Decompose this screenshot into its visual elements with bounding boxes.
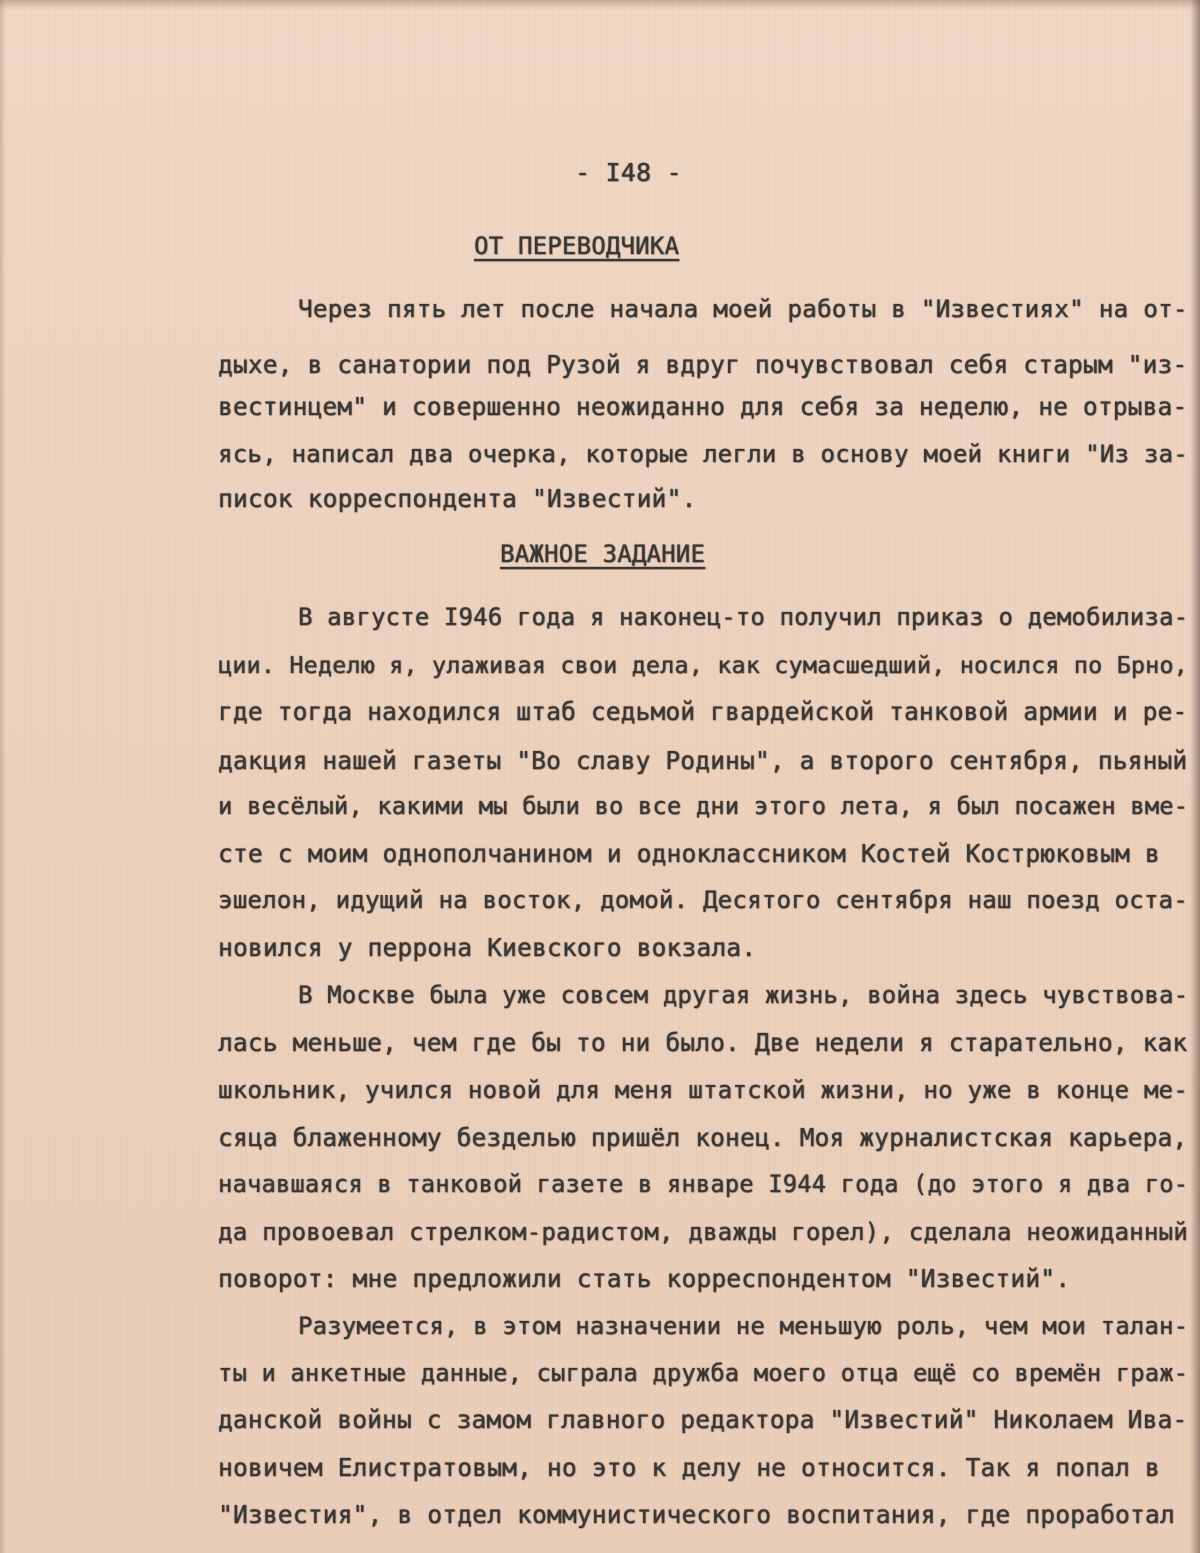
text-line: "Известия", в отдел коммунистического воспитания, где проработал [218,1500,1175,1529]
text-line: ясь, написал два очерка, которые легли в основу моей книги "Из за- [218,440,1188,468]
text-line: Через пять лет после начала моей работы в "Известиях" на от- [298,294,1188,323]
text-line: и весёлый, какими мы были во все дни этого лета, я был посажен вме- [218,792,1189,820]
section-heading-translator: ОТ ПЕРЕВОДЧИКА [474,232,680,260]
text-line: Разумеется, в этом назначении не меньшую роль, чем мои талан- [298,1312,1189,1340]
text-line: В Москве была уже совсем другая жизнь, война здесь чувствова- [298,981,1189,1009]
text-line: ты и анкетные данные, сыграла дружба моего отца ещё со времён граж- [218,1359,1189,1387]
text-line: вестинцем" и совершенно неожиданно для себя за неделю, не отрыва- [218,392,1188,421]
text-line: лась меньше, чем где бы то ни было. Две недели я старательно, как [218,1028,1188,1057]
text-line: ции. Неделю я, улаживая свои дела, как сумасшедший, носился по Брно, [218,651,1188,679]
text-line: начавшаяся в танковой газете в январе I944 года (до этого я два го- [218,1170,1189,1198]
text-line: сте с моим однополчанином и одноклассником Костей Кострюковым в [218,839,1160,868]
text-line: новичем Елистратовым, но это к делу не относится. Так я попал в [218,1453,1160,1482]
section-heading-important-task: ВАЖНОЕ ЗАДАНИЕ [500,540,706,568]
page-top-shadow [0,0,1200,10]
text-line: новился у перрона Киевского вокзала. [218,933,757,962]
text-line: сяца блаженному безделью пришёл конец. Моя журналистская карьера, [218,1123,1188,1152]
text-line: поворот: мне предложили стать корреспондентом "Известий". [218,1264,1071,1293]
page-left-shadow [0,0,6,1553]
text-line: эшелон, идущий на восток, домой. Десятого сентября наш поезд оста- [218,886,1188,914]
page-number: - I48 - [575,158,682,187]
text-line: дакция нашей газеты "Во славу Родины", а второго сентября, пьяный [218,746,1188,775]
text-line: данской войны с замом главного редактора "Известий" Николаем Ива- [218,1405,1188,1434]
text-line: школьник, учился новой для меня штатской жизни, но уже в конце ме- [218,1076,1188,1104]
text-line: где тогда находился штаб седьмой гвардейской танковой армии и ре- [218,697,1188,726]
text-line: писок корреспондента "Известий". [218,484,697,513]
text-line: дыхе, в санатории под Рузой я вдруг почувствовал себя старым "из- [218,350,1188,379]
page-right-shadow [1190,0,1200,1553]
text-line: В августе I946 года я наконец-то получил приказ о демобилиза- [298,603,1189,631]
text-line: да провоевал стрелком-радистом, дважды горел), сделала неожиданный [218,1218,1188,1246]
